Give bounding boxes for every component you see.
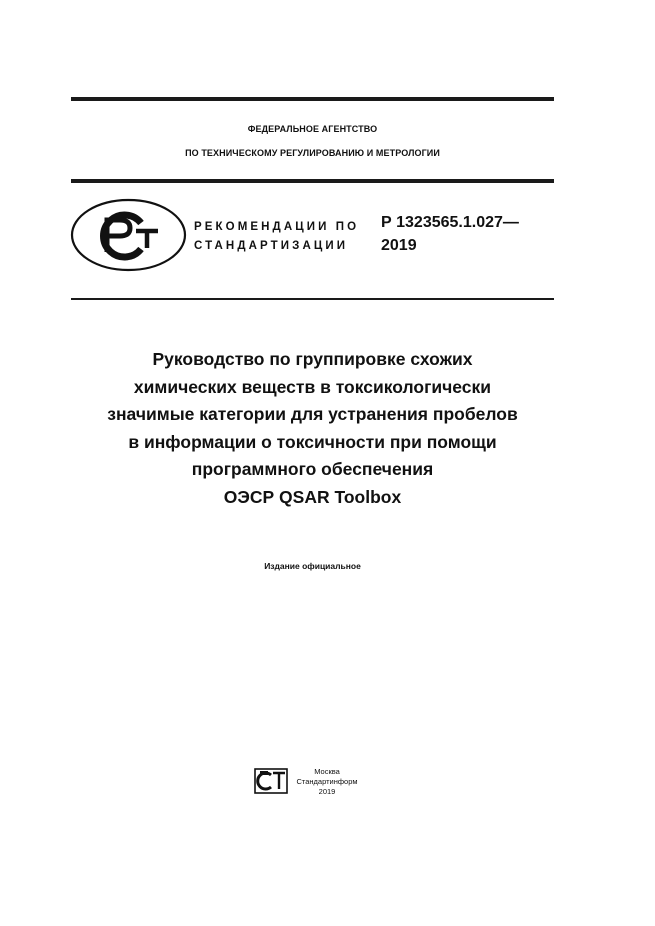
- title-line: Руководство по группировке схожих: [152, 349, 473, 369]
- recommendation-number-line1: Р 1323565.1.027—: [381, 214, 519, 231]
- title-line: программного обеспечения: [191, 459, 434, 480]
- recommendation-type-line2: СТАНДАРТИЗАЦИИ: [194, 240, 349, 252]
- recommendation-type-line1: РЕКОМЕНДАЦИИ ПО: [194, 221, 360, 233]
- title-line: в информации о токсичности при помощи: [128, 431, 497, 452]
- header-divider: [71, 179, 554, 183]
- publisher-city: Москва: [314, 767, 340, 776]
- gost-logo-icon: [70, 198, 187, 272]
- title-line: ОЭСР QSAR Toolbox: [223, 486, 402, 507]
- agency-name-line1: ФЕДЕРАЛЬНОЕ АГЕНТСТВО: [247, 124, 378, 134]
- publisher-name: Стандартинформ: [296, 777, 358, 786]
- title-line: значимые категории для устранения пробелов: [107, 404, 518, 425]
- edition-label: Издание официальное: [264, 561, 361, 571]
- recommendation-number-line2: 2019: [381, 237, 417, 254]
- top-divider: [71, 97, 554, 101]
- publisher-imprint: [293, 767, 361, 797]
- title-divider: [71, 298, 554, 300]
- agency-name-line2: ПО ТЕХНИЧЕСКОМУ РЕГУЛИРОВАНИЮ И МЕТРОЛОГИИ: [185, 148, 440, 158]
- publisher-year: 2019: [318, 787, 336, 796]
- title-line: химических веществ в токсикологически: [133, 376, 492, 397]
- document-title: [60, 346, 565, 512]
- standartinform-logo-icon: [254, 768, 288, 794]
